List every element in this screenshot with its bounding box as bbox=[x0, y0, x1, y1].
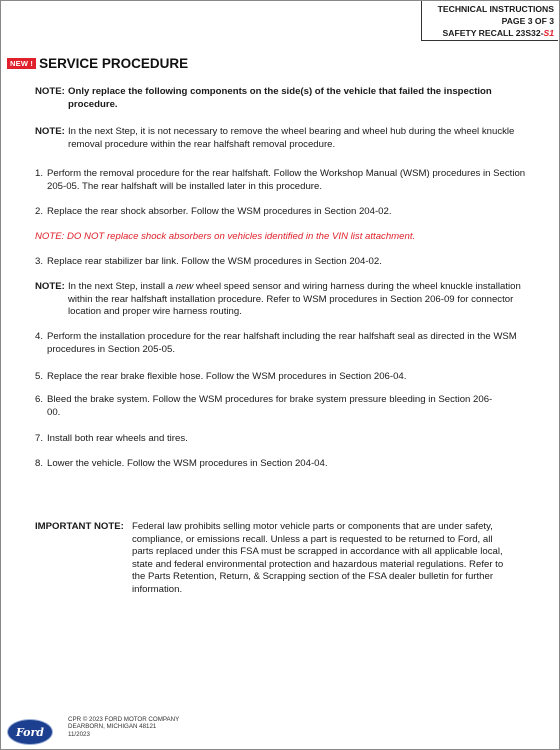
footer-address: DEARBORN, MICHIGAN 48121 bbox=[68, 723, 157, 731]
note-2-text: In the next Step, it is not necessary to remove the wheel bearing and wheel hub during the wheel knuckle removal procedure within the rear halfshaft removal procedure. bbox=[68, 126, 515, 150]
header-line-3 bbox=[422, 27, 554, 39]
footer-date: 11/2023 bbox=[68, 730, 90, 738]
step-4-text: Perform the installation procedure for the rear halfshaft including the rear halfshaft seal as directed in the WSM procedures in Section 205-05. bbox=[47, 331, 517, 355]
step-8-number: 8. bbox=[35, 458, 44, 469]
step-1-text: Perform the removal procedure for the rear halfshaft. Follow the Workshop Manual (WSM) procedures in Section 205-05. The rear halfshaft will be installed later in this procedure. bbox=[47, 168, 526, 192]
step-6-number: 6. bbox=[35, 394, 44, 405]
note-2-label: NOTE: bbox=[35, 126, 65, 137]
step-6-text: Bleed the brake system. Follow the WSM procedures for brake system pressure bleeding in Section 206-00. bbox=[47, 394, 493, 418]
ford-logo: Ford bbox=[7, 719, 53, 745]
title-row bbox=[7, 56, 188, 71]
warning-note: NOTE: DO NOT replace shock absorbers on vehicles identified in the VIN list attachment. bbox=[35, 231, 416, 242]
step-4 bbox=[35, 331, 529, 356]
step-5-number: 5. bbox=[35, 371, 44, 382]
step-7-text: Install both rear wheels and tires. bbox=[47, 433, 188, 444]
page-title: SERVICE PROCEDURE bbox=[39, 56, 189, 71]
step-1 bbox=[35, 168, 529, 193]
recall-number: SAFETY RECALL 23S32- bbox=[442, 28, 544, 38]
note-3-text: In the next Step, install a new wheel speed sensor and wiring harness during the wheel knuckle installation within the rear halfshaft installation procedure. Refer to WSM procedures in Section 206-09 for connector location and proper wire harness routing. bbox=[68, 281, 521, 318]
step-4-number: 4. bbox=[35, 331, 44, 342]
recall-suffix: S1 bbox=[543, 28, 554, 38]
step-2-text: Replace the rear shock absorber. Follow the WSM procedures in Section 204-02. bbox=[47, 206, 392, 217]
note-1-label: NOTE: bbox=[35, 86, 65, 97]
new-emphasis: new bbox=[175, 281, 194, 292]
note-1 bbox=[35, 86, 495, 111]
step-5-text: Replace the rear brake flexible hose. Follow the WSM procedures in Section 206-04. bbox=[47, 371, 407, 382]
footer-copyright: CPR © 2023 FORD MOTOR COMPANY bbox=[68, 716, 180, 723]
step-1-number: 1. bbox=[35, 168, 44, 179]
step-8-text: Lower the vehicle. Follow the WSM procedures in Section 204-04. bbox=[47, 458, 328, 469]
step-7 bbox=[35, 433, 529, 446]
step-3-number: 3. bbox=[35, 256, 44, 267]
step-2 bbox=[35, 206, 529, 219]
important-note-text: Federal law prohibits selling motor vehicle parts or components that are under safety, compliance, or emissions recall. Unless a part is requested to be returned to Ford, all parts replaced under this FSA must be scrapped in accordance with all applicable local, state and federal environmental protection and hazardous material regulations. Refer to the Parts Retention, Return, & Scrapping section of the FSA dealer bulletin for further information. bbox=[132, 521, 504, 595]
step-8 bbox=[35, 458, 529, 471]
step-6 bbox=[35, 394, 495, 419]
footer-text bbox=[68, 716, 179, 738]
note-3-label: NOTE: bbox=[35, 281, 65, 292]
new-badge: NEW ! bbox=[7, 58, 36, 69]
step-5 bbox=[35, 371, 529, 384]
footer bbox=[7, 716, 179, 745]
important-note-label: IMPORTANT NOTE: bbox=[35, 521, 124, 532]
note-1-text: Only replace the following components on the side(s) of the vehicle that failed the inspection procedure. bbox=[68, 86, 492, 110]
note-3 bbox=[35, 281, 529, 319]
note-2 bbox=[35, 126, 529, 151]
header-box bbox=[421, 1, 558, 41]
step-3-text: Replace rear stabilizer bar link. Follow the WSM procedures in Section 204-02. bbox=[47, 256, 382, 267]
step-7-number: 7. bbox=[35, 433, 44, 444]
header-line-1: TECHNICAL INSTRUCTIONS bbox=[437, 4, 554, 14]
step-2-number: 2. bbox=[35, 206, 44, 217]
important-note bbox=[35, 521, 505, 597]
header-line-2: PAGE 3 OF 3 bbox=[501, 16, 554, 26]
step-3 bbox=[35, 256, 529, 269]
